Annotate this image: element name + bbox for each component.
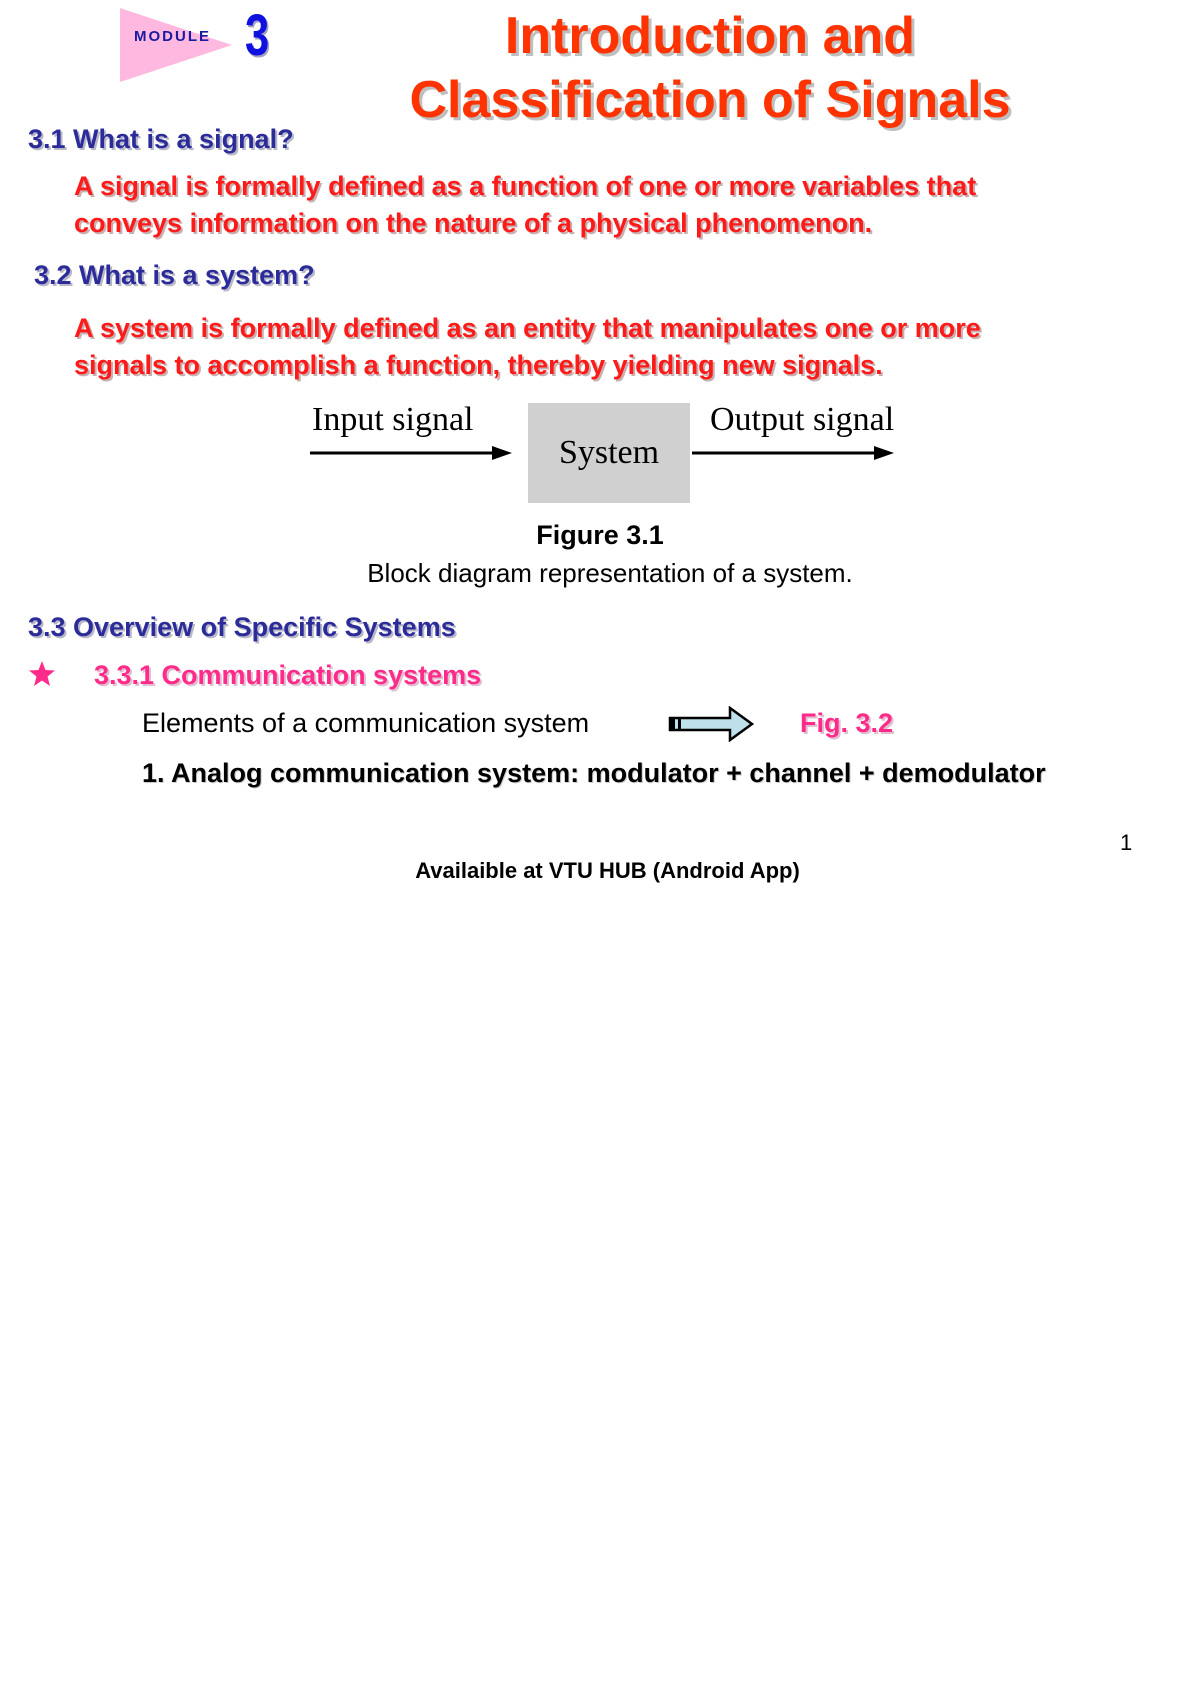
system-block-diagram (300, 395, 920, 510)
output-arrowhead (874, 446, 894, 460)
system-definition (74, 310, 981, 384)
footer-availability: Availaible at VTU HUB (Android App) (415, 858, 800, 883)
page-title-line1: Introduction and (504, 7, 916, 65)
output-signal-label: Output signal (710, 401, 895, 438)
page-title-line2: Classification of Signals (409, 71, 1011, 129)
star-icon (28, 660, 56, 693)
figure-reference-link[interactable]: Fig. 3.2 (800, 708, 894, 738)
figure-title: Figure 3.1 (536, 520, 664, 550)
system-definition-line1: A system is formally defined as an entity that manipulates one or more (74, 313, 981, 343)
system-definition-line2: signals to accomplish a function, thereby yielding new signals. (74, 350, 883, 380)
figure-caption: Block diagram representation of a system. (367, 558, 853, 588)
section-heading-system: 3.2 What is a system? (34, 260, 315, 290)
section-heading-signal: 3.1 What is a signal? (28, 124, 294, 154)
signal-definition (74, 168, 976, 242)
section-heading-overview: 3.3 Overview of Specific Systems (28, 612, 456, 642)
analog-communication-line: 1. Analog communication system: modulator + channel + demodulator (142, 758, 1046, 788)
module-label: MODULE (134, 28, 211, 45)
right-arrow-icon (668, 706, 756, 742)
signal-definition-line1: A signal is formally defined as a function of one or more variables that (74, 171, 977, 201)
signal-definition-line2: conveys information on the nature of a physical phenomenon. (74, 208, 873, 238)
system-block-label: System (558, 434, 660, 471)
module-badge (120, 8, 245, 82)
module-number: 3 (245, 3, 270, 68)
input-signal-label: Input signal (312, 401, 474, 438)
input-arrowhead (492, 446, 512, 460)
elements-text: Elements of a communication system (142, 708, 590, 738)
subsection-heading-text: 3.3.1 Communication systems (94, 660, 482, 690)
page-number: 1 (1120, 830, 1133, 855)
